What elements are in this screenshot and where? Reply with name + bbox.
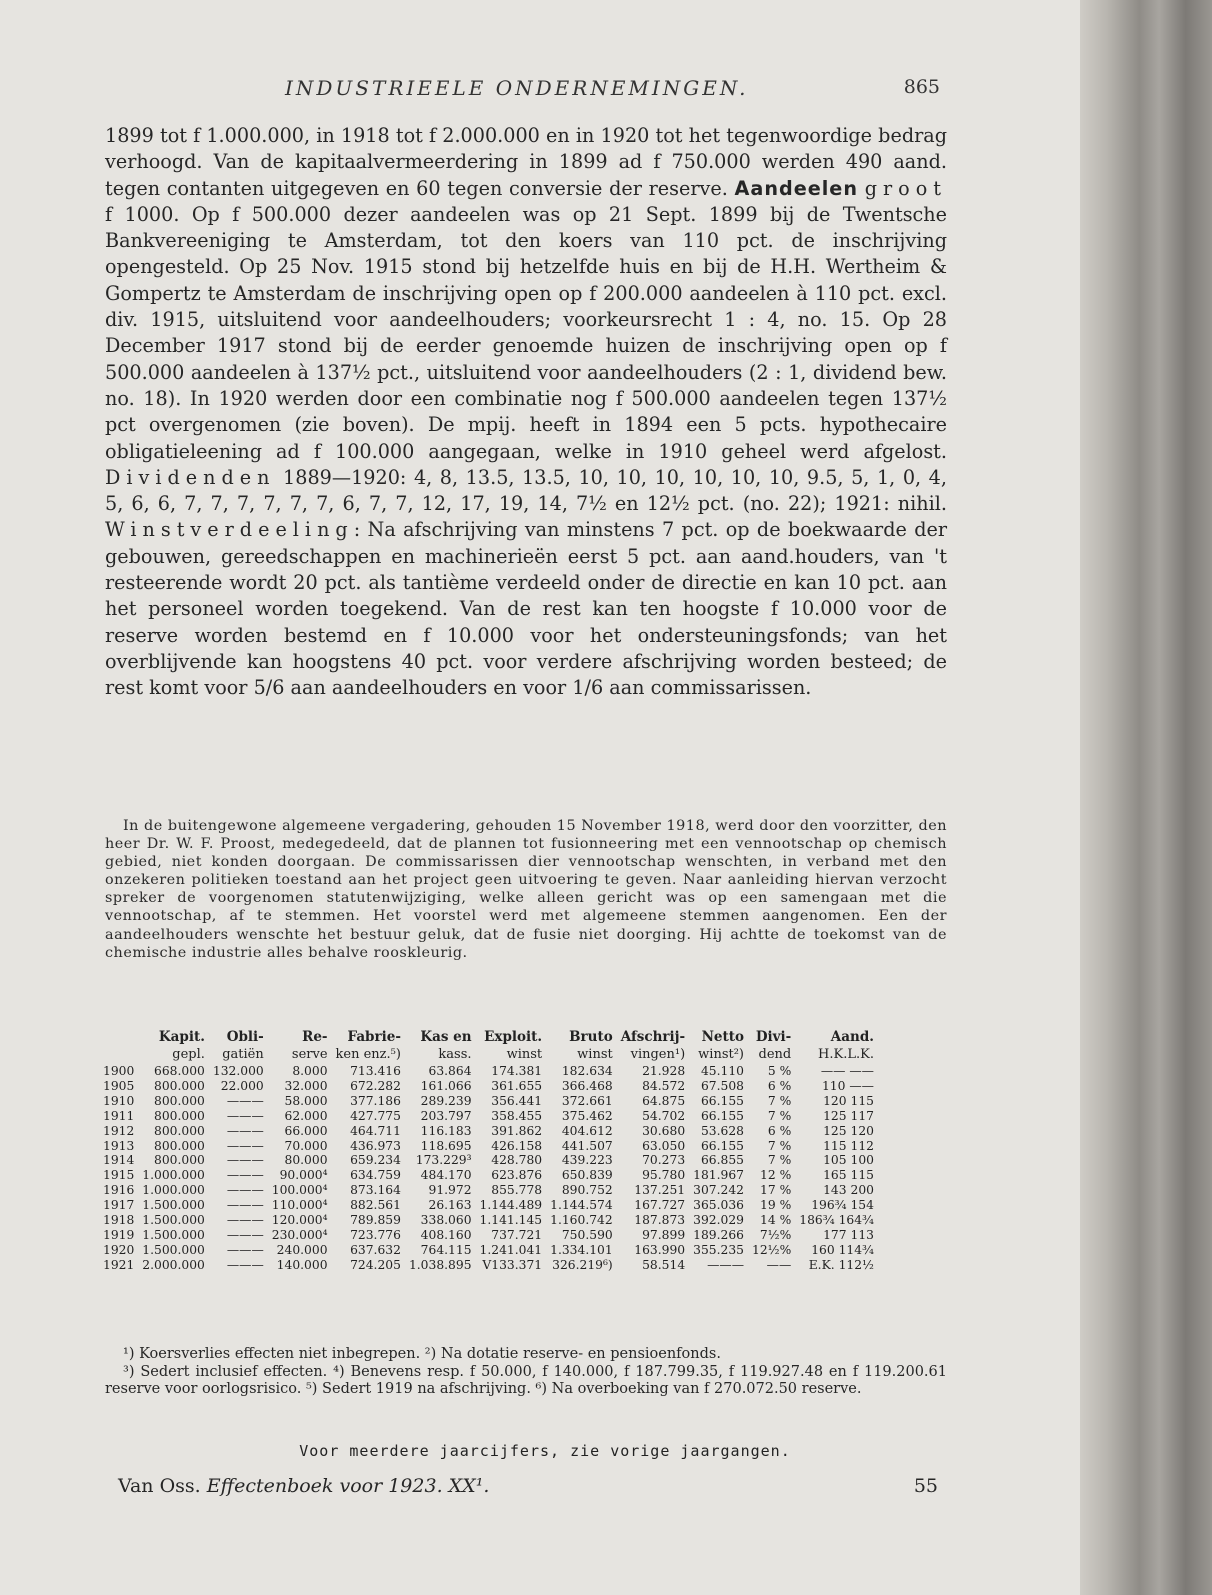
table-cell: 404.612: [561, 1123, 613, 1138]
page-footer: [118, 1475, 938, 1505]
table-row: [103, 1139, 878, 1154]
year-cell: 1919: [103, 1227, 135, 1242]
table-cell: 882.561: [350, 1198, 401, 1213]
table-header-row: [103, 1028, 878, 1046]
table-cell: 62.000: [284, 1108, 328, 1123]
table-cell: 165 115: [823, 1168, 874, 1183]
table-cell: 1.500.000: [142, 1242, 205, 1257]
table-cell: 203.797: [420, 1108, 472, 1123]
table-cell: E.K. 112½: [808, 1257, 874, 1272]
table-cell: 800.000: [154, 1123, 205, 1138]
table-cell: 45.110: [700, 1064, 744, 1078]
table-cell: 800.000: [154, 1093, 205, 1108]
table-cell: 6 %: [767, 1078, 792, 1093]
table-cell: 289.239: [420, 1093, 472, 1108]
table-cell: 14 %: [760, 1213, 792, 1228]
table-cell: ———: [226, 1153, 264, 1168]
table-cell: 650.839: [561, 1168, 613, 1183]
table-row: [103, 1109, 878, 1124]
table-cell: 125 120: [823, 1123, 874, 1138]
table-cell: 439.223: [561, 1153, 613, 1168]
column-header: Kas en: [420, 1029, 472, 1045]
table-cell: 110.000⁴: [271, 1198, 328, 1213]
financial-table: [103, 1028, 878, 1273]
table-cell: 427.775: [350, 1108, 401, 1123]
table-cell: 67.508: [700, 1078, 744, 1093]
table-cell: 182.634: [561, 1064, 613, 1078]
table-cell: 12 %: [760, 1168, 792, 1183]
table-cell: 64.875: [642, 1093, 686, 1108]
table-cell: 100.000⁴: [271, 1183, 328, 1198]
body-paragraph: [105, 123, 947, 702]
column-subheader: serve: [291, 1047, 328, 1062]
table-cell: 750.590: [561, 1227, 613, 1242]
table-cell: 230.000⁴: [271, 1227, 328, 1242]
year-cell: 1912: [103, 1123, 135, 1138]
table-cell: 873.164: [350, 1183, 401, 1198]
table-cell: ——: [766, 1257, 792, 1272]
column-subheader: winst²): [698, 1047, 744, 1062]
column-subheader: gepl.: [172, 1047, 205, 1062]
table-cell: 464.711: [350, 1123, 401, 1138]
table-cell: 724.205: [350, 1257, 401, 1272]
year-cell: 1910: [103, 1093, 135, 1108]
table-cell: 63.050: [642, 1138, 686, 1153]
table-cell: 356.441: [491, 1093, 543, 1108]
table-cell: 5 %: [767, 1064, 792, 1078]
table-cell: 66.855: [700, 1153, 744, 1168]
footer-source: [118, 1475, 489, 1497]
company-description: [105, 123, 947, 702]
table-cell: 161.066: [420, 1078, 472, 1093]
table-cell: 366.468: [561, 1078, 613, 1093]
table-row: [103, 1153, 878, 1168]
table-cell: ———: [226, 1138, 264, 1153]
column-subheader: kass.: [438, 1047, 472, 1062]
table-cell: 408.160: [420, 1227, 472, 1242]
column-subheader: gatiën: [222, 1047, 264, 1062]
table-cell: 672.282: [350, 1078, 401, 1093]
table-cell: 361.655: [491, 1078, 543, 1093]
table-cell: 189.266: [693, 1227, 744, 1242]
table-cell: 392.029: [693, 1213, 744, 1228]
year-cell: 1915: [103, 1168, 135, 1183]
table-cell: 7 %: [767, 1138, 792, 1153]
column-subheader: vingen¹): [630, 1047, 686, 1062]
table-cell: 19 %: [760, 1198, 792, 1213]
column-header: Obli-: [226, 1029, 264, 1045]
year-cell: 1900: [103, 1064, 135, 1078]
table-cell: 90.000⁴: [279, 1168, 328, 1183]
table-cell: ———: [226, 1257, 264, 1272]
table-cell: 1.000.000: [142, 1168, 205, 1183]
table-row: [103, 1258, 878, 1273]
profit-distribution-label: Winstverdeeling: [105, 518, 354, 542]
table-cell: 372.661: [561, 1093, 613, 1108]
table-cell: 800.000: [154, 1153, 205, 1168]
table-cell: 800.000: [154, 1138, 205, 1153]
table-row: [103, 1124, 878, 1139]
table-cell: 800.000: [154, 1078, 205, 1093]
year-cell: 1917: [103, 1198, 135, 1213]
footer-author: Van Oss.: [118, 1475, 201, 1497]
year-cell: 1905: [103, 1078, 135, 1093]
table-cell: 7 %: [767, 1108, 792, 1123]
table-cell: 800.000: [154, 1108, 205, 1123]
table-cell: ———: [226, 1227, 264, 1242]
table-cell: 196¾ 154: [811, 1198, 874, 1213]
table-cell: 375.462: [561, 1108, 613, 1123]
table-cell: 53.628: [700, 1123, 744, 1138]
table-cell: 26.163: [428, 1198, 472, 1213]
table-cell: 723.776: [350, 1227, 401, 1242]
table-cell: 668.000: [154, 1064, 205, 1078]
table-cell: 66.155: [700, 1138, 744, 1153]
body-text-4: : Na afschrijving van minstens 7 pct. op de boekwaarde der gebouwen, gereedschappen en machinerieën eerst 5 pct. aan aand.houders, van 't resteerende wordt 20 pct. als tantième verdeeld onder de directie en kan 10 pct. aan het personeel worden toegekend. Van de rest kan ten hoogste f 10.000 voor de reserve worden bestemd en f 10.000 voor het ondersteuningsfonds; van het overblijvende kan hoogstens 40 pct. voor verdere afschrijving worden besteed; de rest komt voor 5/6 aan aandeelhouders en voor 1/6 aan commissarissen.: [105, 518, 947, 700]
table-cell: 2.000.000: [142, 1257, 205, 1272]
footnote-line-1: ¹) Koersverlies effecten niet inbegrepen. ²) Na dotatie reserve- en pensioenfonds.: [123, 1346, 721, 1362]
body-text-3: 1889—1920: 4, 8, 13.5, 13.5, 10, 10, 10, 10, 10, 10, 9.5, 5, 1, 0, 4, 5, 6, 6, 7, 7, 7, 7, 7, 7, 6, 7, 7, 12, 17, 19, 14, 7½ en 12½ pct. (no. 22); 1921: nihil.: [105, 465, 947, 516]
table-row: [103, 1228, 878, 1243]
table-cell: 58.000: [284, 1093, 328, 1108]
table-cell: 307.242: [693, 1183, 744, 1198]
table-cell: 7 %: [767, 1093, 792, 1108]
table-cell: 177 113: [823, 1227, 874, 1242]
table-cell: 426.158: [491, 1138, 543, 1153]
table-cell: 58.514: [642, 1257, 686, 1272]
table-cell: 63.864: [428, 1064, 472, 1078]
table-cell: 1.241.041: [479, 1242, 543, 1257]
column-header: Afschrij-: [620, 1029, 686, 1045]
table-cell: 186¾ 164¾: [799, 1213, 874, 1228]
table-row: [103, 1183, 878, 1198]
table-cell: 140.000: [276, 1257, 328, 1272]
table-cell: 634.759: [350, 1168, 401, 1183]
table-cell: 167.727: [634, 1198, 686, 1213]
table-row: [103, 1168, 878, 1183]
table-cell: 181.967: [693, 1168, 744, 1183]
table-cell: ———: [226, 1198, 264, 1213]
table-cell: 1.334.101: [550, 1242, 613, 1257]
table-cell: 365.036: [693, 1198, 744, 1213]
table-cell: ———: [226, 1242, 264, 1257]
table-cell: 143 200: [823, 1183, 874, 1198]
table-cell: 70.273: [642, 1153, 686, 1168]
table-cell: 110 ——: [821, 1078, 874, 1093]
table-cell: 240.000: [276, 1242, 328, 1257]
table-cell: 12½%: [752, 1242, 792, 1257]
column-header: Exploit.: [484, 1029, 543, 1045]
year-cell: 1921: [103, 1257, 135, 1272]
table-row: [103, 1198, 878, 1213]
table-cell: 173.229³: [415, 1153, 472, 1168]
column-subheader: winst: [577, 1047, 613, 1062]
column-header: Bruto: [569, 1029, 613, 1045]
table-cell: 1.038.895: [408, 1257, 472, 1272]
table-footnotes: [105, 1346, 947, 1399]
table-cell: 1.500.000: [142, 1227, 205, 1242]
table-cell: 1.500.000: [142, 1198, 205, 1213]
table-cell: 8.000: [292, 1064, 328, 1078]
table-cell: 713.416: [350, 1064, 401, 1078]
table-cell: 22.000: [220, 1078, 264, 1093]
table-row: [103, 1079, 878, 1094]
table-cell: 97.899: [642, 1227, 686, 1242]
body-text-1: 1899 tot f 1.000.000, in 1918 tot f 2.000.000 en in 1920 tot het tegenwoordige bedrag verhoogd. Van de kapitaalvermeerdering in 1899 ad f 750.000 werden 490 aand. tegen contanten uitgegeven en 60 tegen conversie der reserve.: [105, 124, 947, 200]
table-cell: ———: [226, 1093, 264, 1108]
table-cell: 355.235: [693, 1242, 744, 1257]
table-cell: 95.780: [642, 1168, 686, 1183]
table-cell: 377.186: [350, 1093, 401, 1108]
table-row: [103, 1094, 878, 1109]
table-cell: 7½%: [759, 1227, 792, 1242]
dividends-label: Dividenden: [105, 465, 276, 489]
column-header: Fabrie-: [347, 1029, 401, 1045]
table-cell: 1.160.742: [550, 1213, 613, 1228]
table-row: [103, 1243, 878, 1258]
table-cell: 1.000.000: [142, 1183, 205, 1198]
table-cell: 137.251: [634, 1183, 686, 1198]
page-header: [105, 76, 940, 106]
table-cell: 32.000: [284, 1078, 328, 1093]
table-cell: 1.144.574: [550, 1198, 613, 1213]
column-header: [103, 1028, 138, 1046]
page-number: 865: [903, 76, 940, 98]
table-cell: 1.141.145: [479, 1213, 543, 1228]
table-cell: 70.000: [284, 1138, 328, 1153]
table-cell: 115 112: [823, 1138, 874, 1153]
running-title: INDUSTRIEELE ONDERNEMINGEN.: [285, 76, 749, 100]
body-text-2: f 1000. Op f 500.000 dezer aandeelen was op 21 Sept. 1899 bij de Twentsche Bankvereeniging te Amsterdam, tot den koers van 110 pct. de inschrijving opengesteld. Op 25 Nov. 1915 stond bij hetzelfde huis en bij de H.H. Wertheim & Gompertz te Amsterdam de inschrijving open op f 200.000 aandeelen à 110 pct. excl. div. 1915, uitsluitend voor aandeelhouders; voorkeursrecht 1 : 4, no. 15. Op 28 December 1917 stond bij de eerder genoemde huizen de inschrijving open op f 500.000 aandeelen à 137½ pct., uitsluitend voor aandeelhouders (2 : 1, dividend bew. no. 18). In 1920 werden door een combinatie nog f 500.000 aandeelen tegen 137½ pct overgenomen (zie boven). De mpij. heeft in 1894 een 5 pcts. hypothecaire obligatieleening ad f 100.000 aangegaan, welke in 1910 geheel werd afgelost.: [105, 202, 947, 463]
meeting-paragraph: In de buitengewone algemeene vergadering, gehouden 15 November 1918, werd door den voorzitter, den heer Dr. W. F. Proost, medegedeeld, dat de plannen tot fusionneering met een vennootschap op chemisch gebied, niet konden doorgaan. De commissarissen dier vennootschap wenschten, in verband met den onzekeren politieken toestand aan het project geen uitvoering te geven. Naar aanleiding hiervan verzocht spreker de voorgenomen statutenwijziging, welke alleen gericht was op een samengaan met die vennootschap, af te stemmen. Het voorstel werd met algemeene stemmen aangenomen. Een der aandeelhouders wenschte het bestuur geluk, dat de fusie niet doorging. Hij achtte de toekomst van de chemische industrie alles behalve rooskleurig.: [105, 818, 947, 961]
table-cell: ———: [226, 1168, 264, 1183]
table-cell: 120 115: [823, 1093, 874, 1108]
table-cell: ———: [226, 1123, 264, 1138]
year-cell: 1920: [103, 1242, 135, 1257]
table-cell: 358.455: [491, 1108, 543, 1123]
more-years-note: Voor meerdere jaarcijfers, zie vorige jaargangen.: [299, 1442, 791, 1460]
table-cell: 125 117: [823, 1108, 874, 1123]
table-cell: 428.780: [491, 1153, 543, 1168]
table-cell: 118.695: [420, 1138, 472, 1153]
column-header: Divi-: [755, 1029, 792, 1045]
table-cell: 120.000⁴: [271, 1213, 328, 1228]
groot-label: groot: [864, 176, 947, 200]
table-cell: 890.752: [561, 1183, 613, 1198]
table-cell: 789.859: [350, 1213, 401, 1228]
meeting-report: [105, 817, 947, 962]
table-cell: ———: [226, 1183, 264, 1198]
table-cell: 66.155: [700, 1108, 744, 1123]
table-cell: 84.572: [642, 1078, 686, 1093]
column-header: Aand.: [830, 1029, 874, 1045]
table-cell: 737.721: [491, 1227, 543, 1242]
table-cell: 484.170: [420, 1168, 472, 1183]
table-row: [103, 1064, 878, 1079]
column-subheader: H.K.L.K.: [818, 1047, 874, 1062]
year-cell: 1916: [103, 1183, 135, 1198]
column-subheader: [103, 1046, 138, 1064]
table-cell: 66.000: [284, 1123, 328, 1138]
table-cell: 637.632: [350, 1242, 401, 1257]
table-cell: 105 100: [823, 1153, 874, 1168]
table-cell: 66.155: [700, 1093, 744, 1108]
table-cell: —— ——: [820, 1064, 874, 1078]
table-cell: ———: [707, 1257, 744, 1272]
table-cell: 132.000: [212, 1064, 264, 1078]
table-body: [103, 1064, 878, 1273]
table-cell: 326.219⁶): [552, 1257, 613, 1272]
table-cell: 6 %: [767, 1123, 792, 1138]
column-header: Kapit.: [158, 1029, 205, 1045]
table-cell: ———: [226, 1108, 264, 1123]
table-cell: 623.876: [491, 1168, 543, 1183]
table-cell: 54.702: [642, 1108, 686, 1123]
table-cell: V133.371: [482, 1257, 543, 1272]
column-header: Re-: [302, 1029, 328, 1045]
table-cell: 7 %: [767, 1153, 792, 1168]
table-cell: 1.500.000: [142, 1213, 205, 1228]
footnote-line-2: ³) Sedert inclusief effecten. ⁴) Benevens resp. f 50.000, f 140.000, f 187.799.35, f 119.927.48 en f 119.200.61 reserve voor oorlogsrisico. ⁵) Sedert 1919 na afschrijving. ⁶) Na overboeking van f 270.072.50 reserve.: [105, 1363, 947, 1398]
shares-label: Aandeelen: [734, 176, 858, 200]
table-cell: 30.680: [642, 1123, 686, 1138]
table-cell: 659.234: [350, 1153, 401, 1168]
year-cell: 1911: [103, 1108, 135, 1123]
table-cell: 174.381: [491, 1064, 543, 1078]
table-cell: 436.973: [350, 1138, 401, 1153]
book-binding-gutter: [1080, 0, 1212, 1595]
table-cell: ———: [226, 1213, 264, 1228]
footer-signature: 55: [913, 1475, 938, 1497]
table-cell: 116.183: [420, 1123, 472, 1138]
column-subheader: ken enz.⁵): [335, 1047, 401, 1062]
year-cell: 1914: [103, 1153, 135, 1168]
table-cell: 163.990: [634, 1242, 686, 1257]
footer-volume: XX¹.: [448, 1475, 490, 1497]
column-subheader: dend: [758, 1047, 792, 1062]
column-subheader: winst: [506, 1047, 543, 1062]
table-cell: 391.862: [491, 1123, 543, 1138]
table-subheader-row: [103, 1046, 878, 1064]
table-cell: 855.778: [491, 1183, 543, 1198]
table-cell: 80.000: [284, 1153, 328, 1168]
table-cell: 764.115: [420, 1242, 472, 1257]
column-header: Netto: [701, 1029, 744, 1045]
table-cell: 91.972: [428, 1183, 472, 1198]
table-cell: 338.060: [420, 1213, 472, 1228]
table-row: [103, 1213, 878, 1228]
footer-title: Effectenboek voor 1923.: [206, 1475, 443, 1497]
table-cell: 17 %: [760, 1183, 792, 1198]
table-cell: 21.928: [642, 1064, 686, 1078]
year-cell: 1918: [103, 1213, 135, 1228]
table-cell: 441.507: [561, 1138, 613, 1153]
table-cell: 1.144.489: [479, 1198, 543, 1213]
table-cell: 187.873: [634, 1213, 686, 1228]
year-cell: 1913: [103, 1138, 135, 1153]
table-cell: 160 114¾: [811, 1242, 874, 1257]
